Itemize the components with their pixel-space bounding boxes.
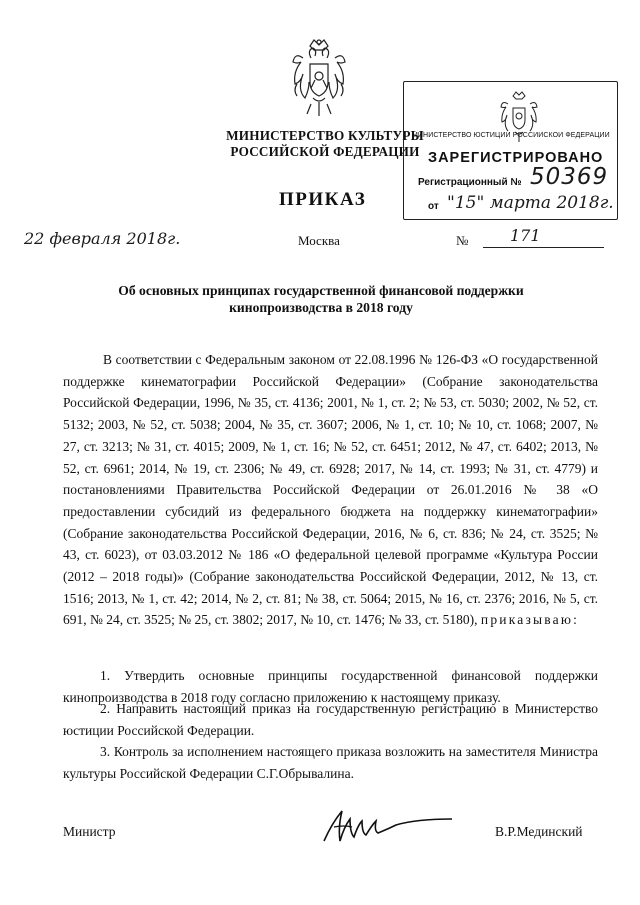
document-title <box>90 282 552 316</box>
title-line-2: кинопроизводства в 2018 году <box>229 300 413 315</box>
order-number: 171 <box>510 226 541 245</box>
preamble-text: В соответствии с Федеральным законом от 22.08.1996 № 126-ФЗ «О государственной поддержке кинематографии Российской Федерации» (Собрание законодательства Российской Федерации, 1996, № 35, ст. 4136; 2001, № 1, ст. 2; № 53, ст. 5030; 2002, № 52, ст. 5132; 2003, № 52, ст. 5038; 2004, № 35, ст. 3607; 2006, № 1, ст. 10; № 10, ст. 1068; 2007, № 27, ст. 3213; № 31, ст. 4015; 2009, № 1, ст. 16; № 52, ст. 6451; 2012, № 47, ст. 6402; 2013, № 52, ст. 6961; 2014, № 19, ст. 2306; № 49, ст. 6928; 2017, № 14, ст. 1993; № 31, ст. 4779) и постановлениями Правительства Российской Федерации от 26.01.2016 № 38 «О предоставлении субсидий из федерального бюджета на поддержку кинематографии» (Собрание законодательства Российской Федерации, 2016, № 6, ст. 836; № 24, ст. 3525; № 43, ст. 6023), от 03.03.2012 № 186 «О федеральной целевой программе «Культура России (2012 – 2018 годы)» (Собрание законодательства Российской Федерации, 2012, № 13, ст. 1516; 2013, № 1, ст. 42; 2014, № 2, ст. 81; № 38, ст. 5064; 2015, № 16, ст. 2376; 2016, № 5, ст. 691, № 24, ст. 3525; № 25, ст. 3802; 2017, № 10, ст. 1476; № 33, ст. 5180), <box>63 352 598 628</box>
order-date: 22 февраля 2018г. <box>24 229 181 248</box>
order-number-label: № <box>456 233 469 248</box>
preamble-paragraph <box>63 349 598 631</box>
signatory-name: В.Р.Мединский <box>495 824 583 839</box>
stamp-reg-number: 50369 <box>530 164 609 190</box>
item-1: 1. Утвердить основные принципы государственной финансовой поддержки кинопроизводства в 2018 году согласно приложению к настоящему приказу. <box>63 668 598 705</box>
ministry-line-2: РОССИЙСКОЙ ФЕДЕРАЦИИ <box>230 144 420 159</box>
stamp-ministry: МИНИСТЕРСТВО ЮСТИЦИИ РОССИЙСКОЙ ФЕДЕРАЦИИ <box>412 132 610 139</box>
document-type: ПРИКАЗ <box>279 189 367 210</box>
stamp-date-label: от <box>428 201 439 212</box>
handwritten-signature-icon <box>320 805 455 845</box>
signatory-title: Министр <box>63 824 116 839</box>
item-2: 2. Направить настоящий приказ на государственную регистрацию в Министерство юстиции Российской Федерации. <box>63 701 598 738</box>
stamp-registered: ЗАРЕГИСТРИРОВАНО <box>428 150 604 166</box>
city: Москва <box>298 233 340 248</box>
order-number-line <box>483 247 604 248</box>
stamp-reg-number-label: Регистрационный № <box>418 177 522 188</box>
title-line-1: Об основных принципах государственной финансовой поддержки <box>118 283 524 298</box>
stamp-date: "15" марта 2018г. <box>447 193 614 213</box>
coat-of-arms-icon <box>283 36 355 126</box>
order-word: приказываю: <box>480 612 580 628</box>
ministry-line-1: МИНИСТЕРСТВО КУЛЬТУРЫ <box>226 128 424 143</box>
item-3: 3. Контроль за исполнением настоящего приказа возложить на заместителя Министра культуры Российской Федерации С.Г.Обрывалина. <box>63 744 598 781</box>
ministry-name <box>225 128 425 160</box>
